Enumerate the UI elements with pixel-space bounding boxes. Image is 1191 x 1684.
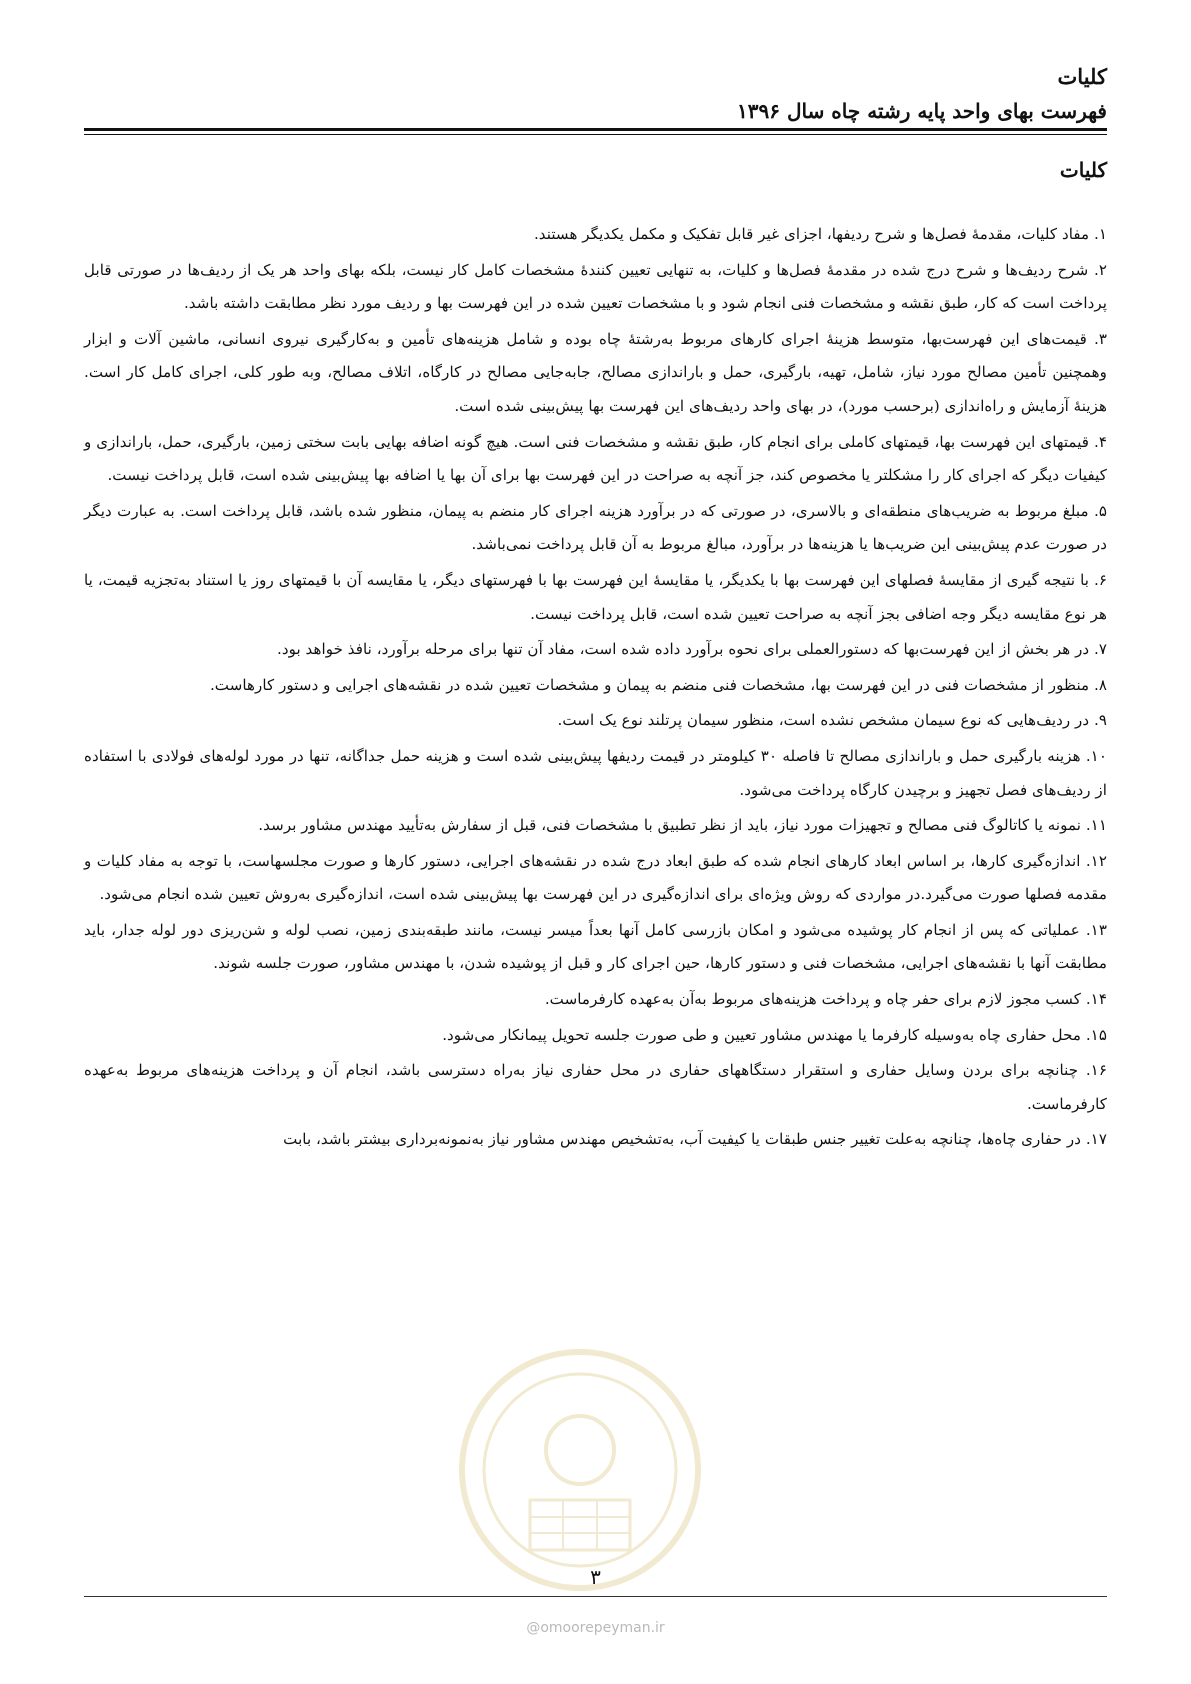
- clause-17: ۱۷. در حفاری چاه‌ها، چنانچه به‌علت تغییر جنس طبقات یا کیفیت آب، به‌تشخیص مهندس مشاور نیاز به‌نمونه‌برداری بیشتر باشد، بابت: [283, 1130, 1107, 1149]
- running-header: [87, 60, 1107, 128]
- header-subtitle: فهرست بهای واحد پایه رشته چاه سال ۱۳۹۶: [737, 99, 1107, 123]
- clause-10: ۱۰. هزینه بارگیری حمل و باراندازی مصالح تا فاصله ۳۰ کیلومتر در قیمت ردیفها پیش‌بینی شده است و هزینه حمل جداگانه، تنها در مورد لوله‌های فولادی با استفاده از ردیف‌های فصل تجهیز و برچیدن کارگاه پرداخت می‌شود.: [84, 746, 1107, 799]
- clause-4: ۴. قیمتهای این فهرست بها، قیمتهای کاملی برای انجام کار، طبق نقشه و مشخصات فنی است. هیچ گونه اضافه بهایی بابت سختی زمین، بارگیری، حمل، باراندازی و کیفیات دیگر که اجرای کار را مشکلتر یا مخصوص کند، جز آنچه به صراحت در این فهرست بها برای آن بها یا اضافه بها پیش‌بینی شده است، قابل پرداخت نیست.: [84, 432, 1107, 485]
- clause-13: ۱۳. عملیاتی که پس از انجام کار پوشیده می‌شود و امکان بازرسی کامل آنها بعداً میسر نیست، مانند طبقه‌بندی زمین، نصب لوله و شن‌ریزی دور لوله جدار، باید مطابقت آنها با نقشه‌های اجرایی، مشخصات فنی و دستور کارها، حین اجرای کار و قبل از پوشیده شدن، با مهندس مشاور، صورت جلسه شوند.: [84, 920, 1107, 973]
- clause-3: ۳. قیمت‌های این فهرست‌بها، متوسط هزینهٔ اجرای کارهای مربوط به‌رشتهٔ چاه بوده و شامل هزینه‌های تأمین و به‌کارگیری نیروی انسانی، ماشین آلات و ابزار وهمچنین تأمین مصالح مورد نیاز، شامل، تهیه، بارگیری، حمل و باراندازی مصالح، جابه‌جایی مصالح در کارگاه، اتلاف مصالح، وبه طور کلی، اجرای کامل کار است. هزینهٔ آزمایش و راه‌اندازی (برحسب مورد)، در بهای واحد ردیف‌های این فهرست بها پیش‌بینی شده است.: [84, 329, 1107, 415]
- clause-11: ۱۱. نمونه یا کاتالوگ فنی مصالح و تجهیزات مورد نیاز، باید از نظر تطبیق با مشخصات فنی، قبل از سفارش به‌تأیید مهندس مشاور برسد.: [258, 816, 1107, 835]
- section-title: کلیات: [1059, 158, 1107, 182]
- watermark-seal-icon: [450, 1340, 710, 1600]
- page-number: ۳: [590, 1565, 601, 1589]
- clause-6: ۶. با نتیجه گیری از مقایسهٔ فصلهای این فهرست بها با یکدیگر، یا مقایسهٔ این فهرست بها با فهرستهای دیگر، یا مقایسه آن با قیمتهای روز یا استناد به‌تجزیه قیمت، یا هر نوع مقایسه دیگر وجه اضافی بجز آنچه به صراحت تعیین شده است، قابل پرداخت نیست.: [84, 570, 1107, 623]
- header-title: کلیات: [1057, 64, 1107, 89]
- header-rule-thick: [84, 128, 1107, 131]
- footer-rule: [84, 1596, 1107, 1597]
- clause-9: ۹. در ردیف‌هایی که نوع سیمان مشخص نشده است، منظور سیمان پرتلند نوع یک است.: [557, 711, 1107, 730]
- clause-14: ۱۴. کسب مجوز لازم برای حفر چاه و پرداخت هزینه‌های مربوط به‌آن به‌عهده کارفرماست.: [544, 990, 1107, 1009]
- clause-7: ۷. در هر بخش از این فهرست‌بها که دستورالعملی برای نحوه برآورد داده شده است، مفاد آن تنها برای مرحله برآورد، نافذ خواهد بود.: [277, 640, 1107, 659]
- clause-8: ۸. منظور از مشخصات فنی در این فهرست بها، مشخصات فنی منضم به پیمان و مشخصات تعیین شده در نقشه‌های اجرایی و دستور کارهاست.: [209, 675, 1107, 694]
- clause-2: ۲. شرح ردیف‌ها و شرح درج شده در مقدمهٔ فصل‌ها و کلیات، به تنهایی تعیین کنندهٔ مشخصات کامل کار نیست، بلکه بهای واحد هر یک از ردیف‌ها در صورتی قابل پرداخت است که کار، طبق نقشه و مشخصات فنی انجام شود و با مشخصات تعیین شده در این فهرست بها و ردیف مورد نظر مطابقت داشته باشد.: [84, 260, 1107, 313]
- footer-site-watermark: @omoorepeyman.ir: [526, 1620, 665, 1636]
- clause-12: ۱۲. اندازه‌گیری کارها، بر اساس ابعاد کارهای انجام شده که طبق ابعاد درج شده در نقشه‌های اجرایی، دستور کارها و صورت مجلسهاست، با توجه به مفاد کلیات و مقدمه فصلها صورت می‌گیرد.در مواردی که روش ویژه‌ای برای اندازه‌گیری در این فهرست بها پیش‌بینی شده است، اندازه‌گیری به‌روش تعیین شده انجام می‌شود.: [84, 851, 1107, 904]
- clause-1: ۱. مفاد کلیات، مقدمهٔ فصل‌ها و شرح ردیفها، اجزای غیر قابل تفکیک و مکمل یکدیگر هستند.: [533, 225, 1107, 243]
- header-rule-thin: [84, 134, 1107, 135]
- body-text: [84, 218, 1107, 1159]
- clause-15: ۱۵. محل حفاری چاه به‌وسیله کارفرما یا مهندس مشاور تعیین و طی صورت جلسه تحویل پیمانکار می‌شود.: [442, 1025, 1107, 1044]
- clause-5: ۵. مبلغ مربوط به ضریب‌های منطقه‌ای و بالاسری، در صورتی که در برآورد هزینه اجرای کار منضم به پیمان، منظور شده باشد، قابل پرداخت است. به عبارت دیگر در صورت عدم پیش‌بینی این ضریب‌ها یا هزینه‌ها در برآورد، مبالغ مربوط به آن قابل پرداخت نمی‌باشد.: [84, 501, 1107, 554]
- clause-16: ۱۶. چنانچه برای بردن وسایل حفاری و استقرار دستگاههای حفاری در محل حفاری نیاز به‌راه دسترسی باشد، انجام آن و پرداخت هزینه‌های مربوط به‌عهده کارفرماست.: [84, 1061, 1107, 1113]
